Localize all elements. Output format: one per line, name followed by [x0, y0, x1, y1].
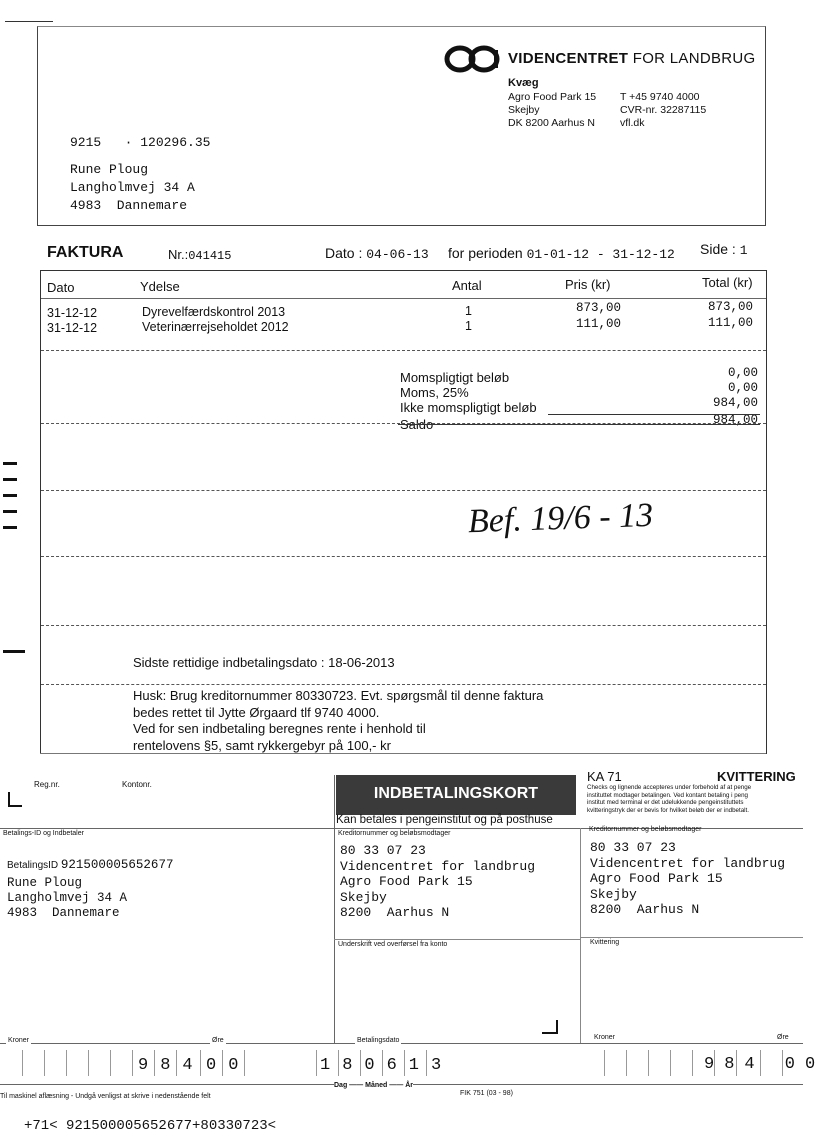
col-header-qty: Antal: [452, 278, 482, 293]
ocr-instruction: Til maskinel aflæsning - Undgå venligst at skrive i nedenstående felt: [0, 1093, 211, 1100]
section-divider: [41, 490, 766, 491]
kvittering-title: KVITTERING: [717, 769, 796, 784]
corner-mark: [5, 21, 53, 22]
invoice-page: Side : 1: [700, 241, 748, 258]
betalingsdato-label: Betalingsdato: [357, 1037, 400, 1044]
slip-divider: [334, 939, 580, 940]
receipt-amount: 984 00: [704, 1055, 825, 1074]
col-header-date: Dato: [47, 280, 75, 295]
table-right-border: [766, 270, 767, 754]
amount-kroner: 984: [138, 1056, 205, 1075]
creditor-label: Kreditornummer og beløbsmodtager: [338, 830, 451, 837]
kvittering-fine-print: Checks og lignende accepteres under forbehold af at penge instituttet modtager betalingen. Ved kontant betaling i peng institut med terminal er det udelukkende pengeinstituttets kvitteringstryk der er bevis for hvilket beløb der er indbetalt.: [587, 784, 752, 814]
corner-bracket: [8, 805, 22, 807]
payer-section-label: Betalings-ID og Indbetaler: [3, 830, 84, 837]
section-divider: [41, 350, 766, 351]
payer-address: Rune Ploug Langholmvej 34 A 4983 Dannemare: [7, 876, 128, 920]
betalingsid-row: BetalingsID 921500005652677: [7, 858, 174, 872]
date-format-labels: Dag —— Måned —— År: [334, 1082, 413, 1089]
creditor-block-receipt: 80 33 07 23 Videncentret for landbrug Agro Food Park 15 Skejby 8200 Aarhus N: [590, 840, 786, 917]
slip-banner-subtitle: Kan betales i pengeinstitut og på posthuse: [336, 814, 553, 826]
col-header-total: Total (kr): [702, 275, 753, 290]
header-divider: [41, 298, 766, 299]
invoice-period: for perioden 01-01-12 - 31-12-12: [448, 245, 675, 262]
invoice-title: FAKTURA: [47, 244, 124, 261]
invoice-number: Nr.:041415: [168, 247, 232, 263]
ocr-line: +71< 921500005652677+80330723<: [24, 1118, 277, 1134]
kroner-label: Kroner: [8, 1037, 30, 1044]
summary-values: 0,00 0,00 984,00 984,00: [712, 366, 758, 427]
amount-ore: 00: [206, 1056, 251, 1075]
summary-underline: [548, 414, 760, 415]
amount-row-top: [0, 1043, 803, 1044]
invoice-date: Dato : 04-06-13: [325, 245, 429, 262]
ka-code: KA 71: [587, 769, 622, 784]
kontonr-label: Kontonr.: [122, 780, 152, 789]
creditor-label-receipt: Kreditornummer og beløbsmodtager: [589, 826, 702, 833]
col-header-price: Pris (kr): [565, 277, 611, 292]
margin-mark: [3, 650, 25, 653]
ore-label: Øre: [212, 1037, 224, 1044]
sender-contact: T +45 9740 4000 CVR-nr. 32287115 vfl.dk: [620, 91, 707, 129]
corner-bracket: [542, 1032, 558, 1034]
table-top-border: [40, 270, 766, 271]
section-divider: [41, 625, 766, 626]
slip-banner-title: INDBETALINGSKORT: [373, 785, 539, 802]
saldo-rule: [398, 424, 760, 425]
margin-marks: [0, 462, 18, 542]
kvittering-label: Kvittering: [590, 939, 620, 946]
department: Kvæg: [508, 77, 539, 89]
regnr-label: Reg.nr.: [34, 780, 60, 789]
recipient-address: Rune Ploug Langholmvej 34 A 4983 Dannemare: [70, 162, 195, 213]
signature-label: Underskrift ved overførsel fra konto: [338, 941, 448, 948]
table-left-border: [40, 270, 41, 754]
payment-date: 180613: [320, 1056, 454, 1075]
summary-labels: Momspligtigt beløb Moms, 25% Ikke momspligtigt beløb Saldo: [400, 370, 537, 432]
section-divider: [41, 684, 766, 685]
form-code: FIK 751 (03 - 98): [460, 1090, 513, 1097]
due-date-line: Sidste rettidige indbetalingsdato : 18-06-2013: [133, 655, 395, 670]
kroner-label-receipt: Kroner: [594, 1034, 616, 1041]
ore-label-receipt: Øre: [777, 1034, 789, 1041]
payment-note: Husk: Brug kreditornummer 80330723. Evt. spørgsmål til denne faktura bedes rettet til Jytte Ørgaard tlf 9740 4000. Ved for sen indbetaling beregnes rente i henhold til rentelovens §5, samt rykkergebyr på 100,- kr: [133, 688, 544, 753]
creditor-block: 80 33 07 23 Videncentret for landbrug Agro Food Park 15 Skejby 8200 Aarhus N: [340, 843, 536, 920]
org-name: VIDENCENTRET FOR LANDBRUG: [508, 50, 756, 67]
slip-vertical-divider: [334, 775, 335, 1043]
section-divider: [41, 556, 766, 557]
sender-address: Agro Food Park 15 Skejby DK 8200 Aarhus N: [508, 91, 597, 129]
slip-divider: [580, 937, 803, 938]
vfl-logo-icon: [444, 44, 504, 74]
reference-line: 9215 · 120296.35: [70, 135, 211, 150]
handwritten-payment-note: Bef. 19/6 - 13: [467, 496, 654, 541]
col-header-service: Ydelse: [140, 279, 180, 294]
corner-bracket: [8, 792, 10, 806]
slip-vertical-divider: [580, 828, 581, 1043]
